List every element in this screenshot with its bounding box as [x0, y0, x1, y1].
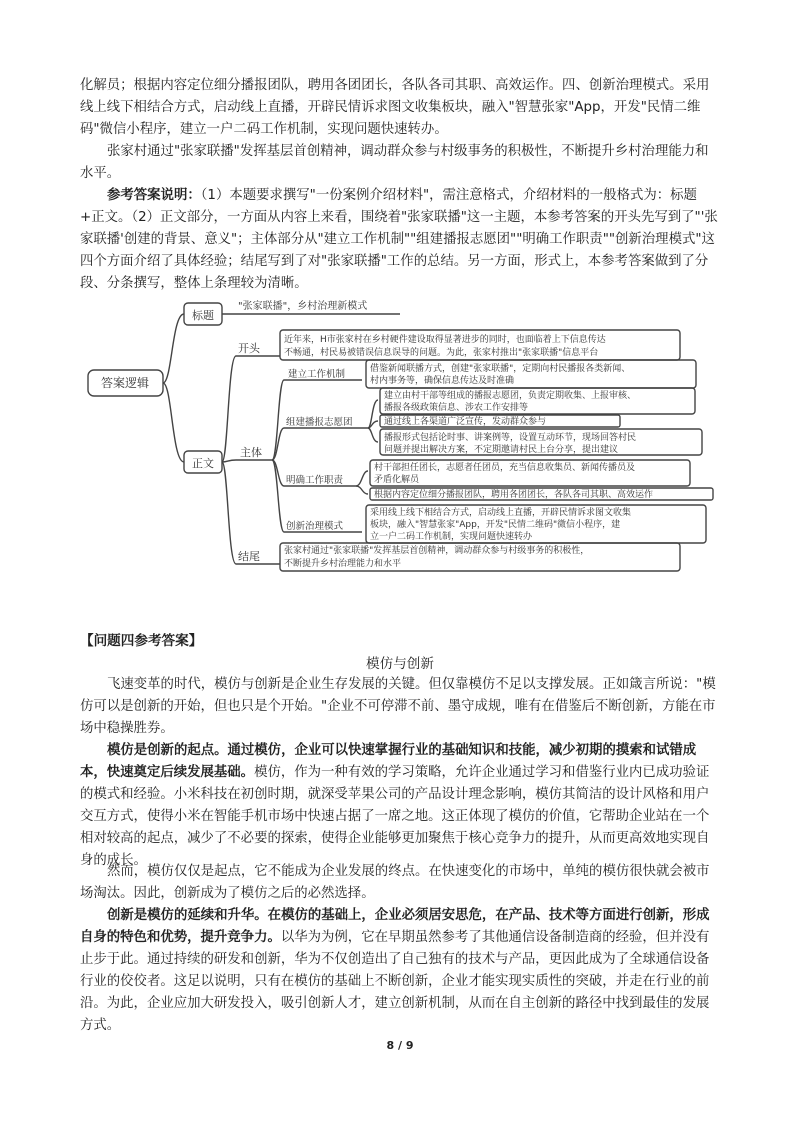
mindmap-open-text-2: 不畅通，村民易被错误信息误导的问题。为此，张家村推出"张家联播"信息平台	[284, 348, 599, 358]
essay-paragraph-2-lead: 模仿是创新的起点。通过模仿，企业可以快速掌握行业的基础知识和技能，减少初期的摸索和试错成本，快速奠定后续发展基础。	[80, 743, 697, 780]
mindmap-title-label: 标题	[192, 309, 214, 322]
mindmap-duty-label: 明确工作职责	[286, 475, 344, 486]
essay-paragraph-4	[80, 905, 720, 1037]
mindmap-title-text: "张家联播"，乡村治理新模式	[238, 301, 368, 312]
mindmap-vol-b1: 通过线上各渠道广泛宣传，发动群众参与	[384, 417, 547, 427]
mindmap-mech-text-1: 借鉴新闻联播方式，创建"张家联播"，定期向村民播报各类新闻、	[370, 364, 631, 374]
mindmap-end-text-1: 张家村通过"张家联播"发挥基层首创精神，调动群众参与村级事务的积极性，	[284, 546, 590, 556]
essay-title: 模仿与创新	[366, 656, 434, 672]
essay-paragraph-2	[80, 740, 720, 872]
mindmap-vol-label: 组建播报志愿团	[286, 417, 353, 428]
mindmap-vol-c2: 问题并提出解决方案，不定期邀请村民上台分享，提出建议	[384, 445, 619, 455]
essay-paragraph-1: 飞速变革的时代，模仿与创新是企业生存发展的关键。但仅靠模仿不足以支撑发展。正如箴言所说："模仿可以是创新的开始，但也只是个开始。"企业不可停滞不前、墨守成规，唯有在借鉴后不断创新，方能在市场中稳操胜券。	[80, 677, 716, 736]
mindmap-vol-a2: 播报各级政策信息、涉农工作安排等	[384, 403, 529, 413]
mindmap-mech-text-2: 村内事务等，确保信息传达及时准确	[370, 376, 515, 386]
mindmap-open-text-1: 近年来，H市张家村在乡村硬件建设取得显著进步的同时，也面临着上下信息传达	[284, 335, 606, 345]
mindmap-open-label: 开头	[238, 342, 260, 355]
answer-note-text: （1）本题要求撰写"一份案例介绍材料"，需注意格式，介绍材料的一般格式为：标题+正文。（2）正文部分，一方面从内容上来看，围绕着"张家联播"这一主题，本参考答案的开头先写到了"'张家联播'创建的背景、意义"；主体部分从"建立工作机制""组建播报志愿团""明确工作职责""创新治理模式"这四个方面介绍了具体经验；结尾写到了对"张家联播"工作的总结。另一方面，形式上，本参考答案做到了分段、分条撰写，整体上条理较为清晰。	[80, 188, 718, 291]
mindmap-end-text-2: 不断提升乡村治理能力和水平	[284, 559, 402, 569]
mindmap-inno-label: 创新治理模式	[286, 521, 344, 532]
mindmap-inno-2: 板块，融入"智慧张家"App，开发"民情二维码"微信小程序，建	[370, 520, 621, 530]
mindmap-vol-a1: 建立由村干部等组成的播报志愿团，负责定期收集、上报审核、	[384, 391, 637, 401]
mindmap-inno-3: 立一户二码工作机制，实现问题快速转办	[370, 532, 533, 542]
mindmap-inno-1: 采用线上线下相结合方式，启动线上直播，开辟民情诉求图文收集	[370, 508, 632, 518]
mindmap-main-label: 主体	[240, 446, 262, 459]
page-number: 8 / 9	[386, 1039, 414, 1052]
essay-paragraph-2-text: 模仿，作为一种有效的学习策略，允许企业通过学习和借鉴行业内已成功验证的模式和经验。小米科技在初创时期，就深受苹果公司的产品设计理念影响，模仿其简洁的设计风格和用户交互方式，使得小米在智能手机市场中快速占据了一席之地。这正体现了模仿的价值，它帮助企业站在一个相对较高的起点，减少了不必要的探索，使得企业能够更加聚焦于核心竞争力的提升，从而更高效地实现自身的成长。	[80, 765, 710, 868]
section-title: 【问题四参考答案】	[80, 633, 203, 649]
mindmap-end-label: 结尾	[238, 550, 260, 563]
mindmap-duty-a1: 村干部担任团长，志愿者任团员，充当信息收集员、新闻传播员及	[374, 463, 636, 473]
mindmap-vol-c1: 播报形式包括论时事、讲案例等，设置互动环节，现场回答村民	[384, 433, 637, 443]
mindmap-duty-a2: 矛盾化解员	[374, 475, 420, 485]
essay-paragraph-4-lead: 创新是模仿的延续和升华。在模仿的基础上，企业必须居安思危，在产品、技术等方面进行创新，形成自身的特色和优势，提升竞争力。	[80, 908, 710, 945]
answer-note-label: 参考答案说明：	[107, 188, 201, 203]
mindmap-body-label: 正文	[192, 457, 214, 470]
essay-paragraph-4-text: 以华为为例，它在早期虽然参考了其他通信设备制造商的经验，但并没有止步于此。通过持续的研发和创新，华为不仅创造出了自己独有的技术与产品，更因此成为了全球通信设备行业的佼佼者。这足以说明，只有在模仿的基础上不断创新，企业才能实现实质性的突破，并走在行业的前沿。为此，企业应加大研发投入，吸引创新人才，建立创新机制，从而在自主创新的路径中找到最佳的发展方式。	[80, 930, 710, 1033]
essay-paragraph-3: 然而，模仿仅仅是起点，它不能成为企业发展的终点。在快速变化的市场中，单纯的模仿很快就会被市场淘汰。因此，创新成为了模仿之后的必然选择。	[80, 864, 710, 901]
paragraph-1: 化解员；根据内容定位细分播报团队，聘用各团团长，各队各司其职、高效运作。四、创新治理模式。采用线上线下相结合方式，启动线上直播，开辟民情诉求图文收集板块，融入"智慧张家"App，开发"民情二维码"微信小程序，建立一户二码工作机制，实现问题快速转办。	[80, 78, 710, 137]
mindmap-duty-b1: 根据内容定位细分播报团队，聘用各团团长，各队各司其职、高效运作	[374, 490, 654, 500]
mindmap-mech-label: 建立工作机制	[288, 369, 346, 380]
paragraph-2: 张家村通过"张家联播"发挥基层首创精神，调动群众参与村级事务的积极性，不断提升乡村治理能力和水平。	[80, 144, 709, 181]
answer-logic-mindmap	[0, 290, 800, 580]
mindmap-root-label: 答案逻辑	[100, 376, 150, 390]
paragraph-3	[80, 185, 720, 295]
